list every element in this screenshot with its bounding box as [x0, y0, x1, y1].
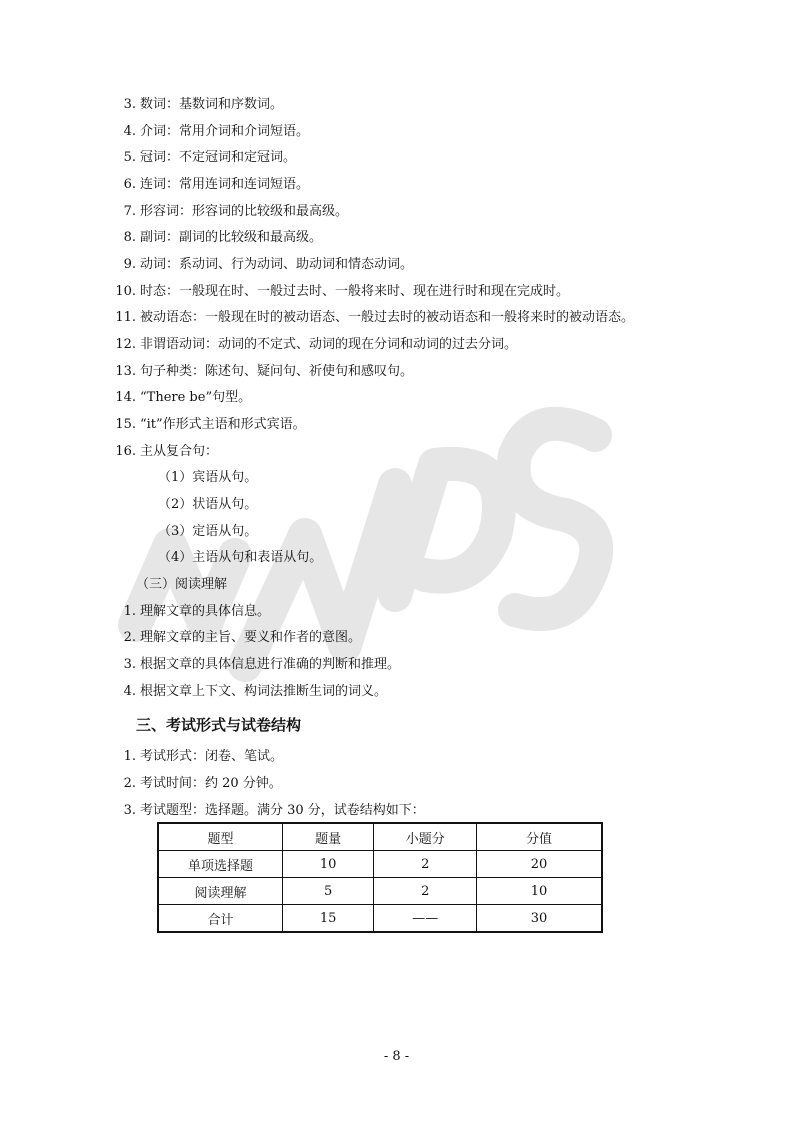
table-header-cell: 分值	[477, 823, 602, 851]
list-item: 4. 介词：常用介词和介词短语。	[123, 124, 310, 139]
table-cell: 10	[477, 878, 602, 905]
table-header-row	[158, 823, 602, 851]
sub-list-item: （4）主语从句和表语从句。	[158, 550, 323, 565]
table-header-cell: 题量	[282, 823, 374, 851]
section-heading-reading: （三）阅读理解	[136, 577, 228, 592]
table-cell: 5	[282, 878, 374, 905]
list-item: 1. 考试形式：闭卷、笔试。	[123, 749, 284, 764]
table-row	[158, 878, 602, 905]
table-header-cell: 题型	[158, 823, 282, 851]
section-title: 三、考试形式与试卷结构	[136, 716, 302, 734]
table-cell: 20	[477, 851, 602, 878]
list-item: 3. 数词：基数词和序数词。	[123, 97, 284, 112]
table-cell: 30	[477, 905, 602, 933]
list-item: 12. 非谓语动词：动词的不定式、动词的现在分词和动词的过去分词。	[115, 337, 518, 352]
table-cell: ——	[374, 905, 477, 933]
list-item: 11. 被动语态：一般现在时的被动语态、一般过去时的被动语态和一般将来时的被动语态。	[115, 310, 635, 325]
list-item: 10. 时态：一般现在时、一般过去时、一般将来时、现在进行时和现在完成时。	[115, 284, 570, 299]
table-cell: 阅读理解	[158, 878, 282, 905]
list-item: 16. 主从复合句：	[115, 444, 219, 459]
list-item: 3. 根据文章的具体信息进行准确的判断和推理。	[123, 657, 401, 672]
list-item: 8. 副词：副词的比较级和最高级。	[123, 230, 323, 245]
list-item: 13. 句子种类：陈述句、疑问句、祈使句和感叹句。	[115, 364, 414, 379]
list-item: 4. 根据文章上下文、构词法推断生词的词义。	[123, 684, 388, 699]
table-cell: 2	[374, 878, 477, 905]
list-item: 1. 理解文章的具体信息。	[123, 604, 271, 619]
list-item: 9. 动词：系动词、行为动词、助动词和情态动词。	[123, 257, 414, 272]
table-header-cell: 小题分	[374, 823, 477, 851]
page-number: - 8 -	[383, 1049, 410, 1064]
sub-list-item: （1）宾语从句。	[158, 470, 258, 485]
table-row	[158, 851, 602, 878]
table-cell: 单项选择题	[158, 851, 282, 878]
list-item: 7. 形容词：形容词的比较级和最高级。	[123, 204, 349, 219]
list-item: 5. 冠词：不定冠词和定冠词。	[123, 150, 297, 165]
table-cell: 合计	[158, 905, 282, 933]
list-item: 2. 考试时间：约 20 分钟。	[123, 776, 282, 791]
exam-structure-table	[157, 822, 603, 933]
table-row	[158, 905, 602, 933]
table-cell: 2	[374, 851, 477, 878]
sub-list-item: （3）定语从句。	[158, 524, 258, 539]
list-item: 15. “it”作形式主语和形式宾语。	[115, 417, 306, 432]
list-item: 3. 考试题型：选择题。满分 30 分，试卷结构如下：	[123, 803, 425, 818]
list-item: 14. “There be”句型。	[115, 390, 252, 405]
sub-list-item: （2）状语从句。	[158, 497, 258, 512]
table-cell: 10	[282, 851, 374, 878]
list-item: 2. 理解文章的主旨、要义和作者的意图。	[123, 630, 362, 645]
list-item: 6. 连词：常用连词和连词短语。	[123, 177, 310, 192]
table-cell: 15	[282, 905, 374, 933]
